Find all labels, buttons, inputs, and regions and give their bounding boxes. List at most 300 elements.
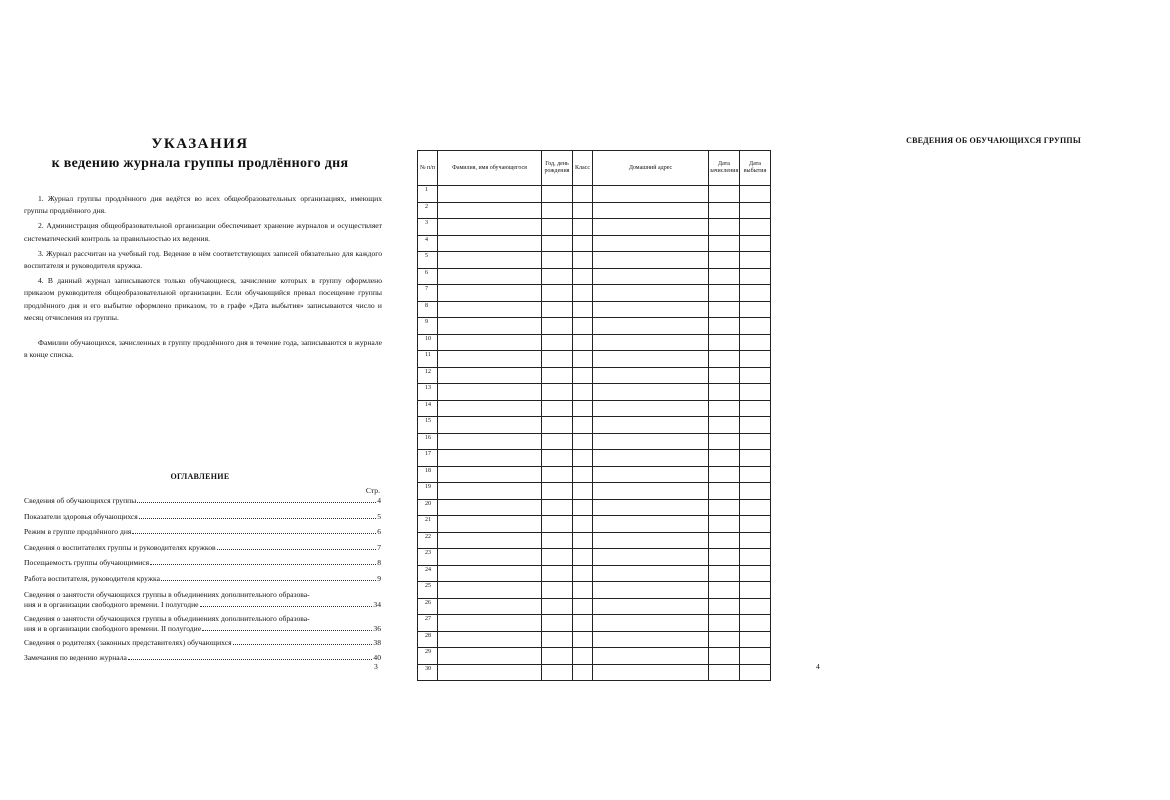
cell-birth[interactable]	[542, 433, 573, 450]
column-header-address: Домашний адрес	[593, 151, 709, 186]
cell-class[interactable]	[573, 499, 593, 516]
cell-address[interactable]	[593, 367, 709, 384]
cell-enrolled[interactable]	[709, 615, 740, 632]
cell-class[interactable]	[573, 615, 593, 632]
cell-birth[interactable]	[542, 186, 573, 203]
cell-class[interactable]	[573, 631, 593, 648]
cell-address[interactable]	[593, 433, 709, 450]
table-row	[418, 615, 771, 632]
toc-entry-title: Показатели здоровья обучающихся	[24, 511, 138, 521]
cell-name[interactable]	[438, 433, 542, 450]
cell-name[interactable]	[438, 202, 542, 219]
cell-birth[interactable]	[542, 516, 573, 533]
cell-address[interactable]	[593, 384, 709, 401]
cell-name[interactable]	[438, 384, 542, 401]
cell-birth[interactable]	[542, 549, 573, 566]
cell-name[interactable]	[438, 301, 542, 318]
row-number: 23	[418, 549, 438, 566]
cell-birth[interactable]	[542, 466, 573, 483]
cell-birth[interactable]	[542, 648, 573, 665]
cell-birth[interactable]	[542, 268, 573, 285]
cell-left[interactable]	[740, 648, 771, 665]
cell-left[interactable]	[740, 235, 771, 252]
cell-birth[interactable]	[542, 351, 573, 368]
toc-entry-page: 38	[373, 637, 381, 647]
cell-address[interactable]	[593, 318, 709, 335]
cell-birth[interactable]	[542, 400, 573, 417]
table-row	[418, 367, 771, 384]
cell-enrolled[interactable]	[709, 565, 740, 582]
cell-class[interactable]	[573, 384, 593, 401]
table-row	[418, 351, 771, 368]
toc-entry[interactable]	[24, 527, 381, 537]
cell-name[interactable]	[438, 483, 542, 500]
cell-enrolled[interactable]	[709, 483, 740, 500]
row-number: 27	[418, 615, 438, 632]
column-header-birth: Год, день рождения	[542, 151, 573, 186]
cell-name[interactable]	[438, 664, 542, 681]
toc-leader	[161, 580, 376, 581]
cell-birth[interactable]	[542, 202, 573, 219]
row-number: 19	[418, 483, 438, 500]
cell-left[interactable]	[740, 384, 771, 401]
column-header-class: Класс	[573, 151, 593, 186]
cell-enrolled[interactable]	[709, 433, 740, 450]
cell-birth[interactable]	[542, 301, 573, 318]
instruction-paragraph: 2. Администрация общеобразовательной организации обеспечивает хранение журналов и осуществляет систематический контроль за правильностью их ведения.	[24, 221, 382, 243]
cell-left[interactable]	[740, 268, 771, 285]
cell-address[interactable]	[593, 235, 709, 252]
table-row	[418, 268, 771, 285]
students-table-title: СВЕДЕНИЯ ОБ ОБУЧАЮЩИХСЯ ГРУППЫ	[906, 136, 1081, 145]
cell-left[interactable]	[740, 516, 771, 533]
cell-birth[interactable]	[542, 532, 573, 549]
cell-birth[interactable]	[542, 285, 573, 302]
cell-birth[interactable]	[542, 615, 573, 632]
cell-class[interactable]	[573, 252, 593, 269]
cell-enrolled[interactable]	[709, 400, 740, 417]
cell-class[interactable]	[573, 582, 593, 599]
cell-name[interactable]	[438, 631, 542, 648]
cell-class[interactable]	[573, 334, 593, 351]
row-number: 3	[418, 219, 438, 236]
cell-class[interactable]	[573, 318, 593, 335]
table-row	[418, 400, 771, 417]
cell-address[interactable]	[593, 582, 709, 599]
table-row	[418, 384, 771, 401]
table-row	[418, 631, 771, 648]
cell-class[interactable]	[573, 483, 593, 500]
row-number: 28	[418, 631, 438, 648]
cell-enrolled[interactable]	[709, 417, 740, 434]
row-number: 1	[418, 186, 438, 203]
table-row	[418, 433, 771, 450]
cell-enrolled[interactable]	[709, 450, 740, 467]
cell-enrolled[interactable]	[709, 549, 740, 566]
cell-left[interactable]	[740, 433, 771, 450]
table-header-row	[418, 151, 771, 186]
toc-entry[interactable]	[24, 638, 381, 648]
cell-left[interactable]	[740, 499, 771, 516]
toc-entry-title: Режим в группе продлённого дня	[24, 527, 132, 537]
cell-address[interactable]	[593, 252, 709, 269]
row-number: 9	[418, 318, 438, 335]
cell-address[interactable]	[593, 219, 709, 236]
row-number: 4	[418, 235, 438, 252]
table-row	[418, 334, 771, 351]
cell-class[interactable]	[573, 598, 593, 615]
row-number: 21	[418, 516, 438, 533]
cell-address[interactable]	[593, 631, 709, 648]
cell-address[interactable]	[593, 615, 709, 632]
toc-entry-title: Сведения о родителях (законных представителях) обучающихся	[24, 637, 232, 647]
toc-entry-page: 40	[373, 653, 381, 663]
cell-class[interactable]	[573, 664, 593, 681]
table-row	[418, 219, 771, 236]
page-number-left: 3	[374, 662, 378, 671]
cell-name[interactable]	[438, 598, 542, 615]
cell-left[interactable]	[740, 367, 771, 384]
table-row	[418, 516, 771, 533]
cell-left[interactable]	[740, 532, 771, 549]
cell-name[interactable]	[438, 565, 542, 582]
cell-class[interactable]	[573, 202, 593, 219]
cell-left[interactable]	[740, 582, 771, 599]
cell-enrolled[interactable]	[709, 186, 740, 203]
cell-enrolled[interactable]	[709, 252, 740, 269]
table-of-contents	[24, 496, 381, 669]
cell-left[interactable]	[740, 318, 771, 335]
cell-enrolled[interactable]	[709, 318, 740, 335]
cell-class[interactable]	[573, 433, 593, 450]
cell-name[interactable]	[438, 400, 542, 417]
cell-name[interactable]	[438, 499, 542, 516]
column-header-enrolled: Дата зачисления	[709, 151, 740, 186]
cell-class[interactable]	[573, 648, 593, 665]
toc-entry-title-line1: Сведения о занятости обучающихся группы в объединениях дополнительного образова-	[24, 589, 310, 599]
cell-address[interactable]	[593, 664, 709, 681]
cell-address[interactable]	[593, 532, 709, 549]
toc-entry[interactable]	[24, 653, 381, 663]
cell-address[interactable]	[593, 351, 709, 368]
table-row	[418, 186, 771, 203]
row-number: 18	[418, 466, 438, 483]
cell-left[interactable]	[740, 252, 771, 269]
cell-enrolled[interactable]	[709, 202, 740, 219]
instruction-paragraph: 1. Журнал группы продлённого дня ведётся во всех общеобразовательных организациях, имеющих группы продлённого дня.	[24, 194, 382, 216]
table-row	[418, 417, 771, 434]
table-row	[418, 532, 771, 549]
cell-left[interactable]	[740, 301, 771, 318]
cell-birth[interactable]	[542, 565, 573, 582]
cell-name[interactable]	[438, 235, 542, 252]
table-row	[418, 483, 771, 500]
cell-enrolled[interactable]	[709, 664, 740, 681]
cell-address[interactable]	[593, 450, 709, 467]
cell-birth[interactable]	[542, 450, 573, 467]
toc-leader	[137, 502, 376, 503]
row-number: 12	[418, 367, 438, 384]
cell-name[interactable]	[438, 318, 542, 335]
cell-left[interactable]	[740, 219, 771, 236]
cell-class[interactable]	[573, 285, 593, 302]
row-number: 16	[418, 433, 438, 450]
toc-entry[interactable]	[24, 558, 381, 568]
cell-enrolled[interactable]	[709, 285, 740, 302]
toc-leader	[233, 644, 373, 645]
cell-enrolled[interactable]	[709, 631, 740, 648]
cell-enrolled[interactable]	[709, 582, 740, 599]
toc-entry[interactable]	[24, 543, 381, 553]
table-row	[418, 598, 771, 615]
cell-address[interactable]	[593, 334, 709, 351]
cell-name[interactable]	[438, 466, 542, 483]
column-header-name: Фамилия, имя обучающегося	[438, 151, 542, 186]
cell-enrolled[interactable]	[709, 598, 740, 615]
cell-name[interactable]	[438, 516, 542, 533]
cell-left[interactable]	[740, 598, 771, 615]
toc-entry-title-line1: Сведения о занятости обучающихся группы в объединениях дополнительного образова-	[24, 613, 310, 623]
cell-left[interactable]	[740, 186, 771, 203]
cell-left[interactable]	[740, 351, 771, 368]
cell-birth[interactable]	[542, 598, 573, 615]
cell-enrolled[interactable]	[709, 351, 740, 368]
cell-enrolled[interactable]	[709, 516, 740, 533]
cell-class[interactable]	[573, 532, 593, 549]
page-number-right: 4	[816, 662, 820, 671]
toc-leader	[132, 533, 376, 534]
cell-address[interactable]	[593, 648, 709, 665]
cell-class[interactable]	[573, 417, 593, 434]
cell-birth[interactable]	[542, 582, 573, 599]
cell-enrolled[interactable]	[709, 235, 740, 252]
cell-class[interactable]	[573, 367, 593, 384]
row-number: 2	[418, 202, 438, 219]
row-number: 8	[418, 301, 438, 318]
cell-name[interactable]	[438, 351, 542, 368]
cell-name[interactable]	[438, 532, 542, 549]
toc-leader	[200, 606, 373, 607]
cell-address[interactable]	[593, 499, 709, 516]
table-row	[418, 565, 771, 582]
cell-name[interactable]	[438, 252, 542, 269]
cell-enrolled[interactable]	[709, 532, 740, 549]
toc-leader	[139, 518, 376, 519]
toc-entry-page: 34	[373, 599, 381, 609]
table-row	[418, 318, 771, 335]
toc-leader	[128, 659, 373, 660]
row-number: 29	[418, 648, 438, 665]
row-number: 13	[418, 384, 438, 401]
cell-birth[interactable]	[542, 219, 573, 236]
cell-class[interactable]	[573, 466, 593, 483]
cell-name[interactable]	[438, 450, 542, 467]
cell-address[interactable]	[593, 549, 709, 566]
cell-birth[interactable]	[542, 367, 573, 384]
row-number: 6	[418, 268, 438, 285]
cell-enrolled[interactable]	[709, 466, 740, 483]
cell-birth[interactable]	[542, 252, 573, 269]
table-row	[418, 450, 771, 467]
closing-note: Фамилии обучающихся, зачисленных в группу продлённого дня в течение года, записываются в журнале в конце списка.	[24, 338, 382, 360]
toc-entry-page: 6	[377, 527, 381, 537]
cell-name[interactable]	[438, 268, 542, 285]
cell-name[interactable]	[438, 615, 542, 632]
instructions-body	[24, 193, 382, 364]
cell-name[interactable]	[438, 648, 542, 665]
cell-left[interactable]	[740, 615, 771, 632]
cell-birth[interactable]	[542, 631, 573, 648]
column-header-left: Дата выбытия	[740, 151, 771, 186]
cell-enrolled[interactable]	[709, 384, 740, 401]
cell-left[interactable]	[740, 285, 771, 302]
table-row	[418, 664, 771, 681]
toc-entry[interactable]	[24, 614, 381, 634]
toc-entry-title-line2: ния и в организации свободного времени. I полугодие	[24, 599, 199, 609]
cell-address[interactable]	[593, 417, 709, 434]
cell-class[interactable]	[573, 549, 593, 566]
row-number: 25	[418, 582, 438, 599]
cell-birth[interactable]	[542, 318, 573, 335]
cell-address[interactable]	[593, 466, 709, 483]
cell-class[interactable]	[573, 301, 593, 318]
cell-address[interactable]	[593, 565, 709, 582]
row-number: 11	[418, 351, 438, 368]
toc-entry-page: 5	[377, 511, 381, 521]
toc-leader	[202, 630, 372, 631]
cell-class[interactable]	[573, 565, 593, 582]
cell-class[interactable]	[573, 516, 593, 533]
toc-entry-page: 4	[377, 496, 381, 505]
row-number: 26	[418, 598, 438, 615]
cell-name[interactable]	[438, 285, 542, 302]
cell-enrolled[interactable]	[709, 219, 740, 236]
row-number: 15	[418, 417, 438, 434]
cell-enrolled[interactable]	[709, 499, 740, 516]
students-table-body	[418, 186, 771, 681]
toc-entry-title: Замечания по ведению журнала	[24, 653, 127, 663]
cell-class[interactable]	[573, 268, 593, 285]
cell-birth[interactable]	[542, 235, 573, 252]
cell-address[interactable]	[593, 483, 709, 500]
cell-class[interactable]	[573, 235, 593, 252]
toc-leader	[217, 549, 377, 550]
table-row	[418, 301, 771, 318]
cell-left[interactable]	[740, 202, 771, 219]
cell-name[interactable]	[438, 367, 542, 384]
toc-entry-title-line2: ния и в организации свободного времени. II полугодие	[24, 623, 202, 633]
cell-address[interactable]	[593, 598, 709, 615]
toc-heading: ОГЛАВЛЕНИЕ	[170, 472, 230, 481]
table-row	[418, 202, 771, 219]
toc-entry-title: Сведения о воспитателях группы и руководителях кружков	[24, 542, 216, 552]
toc-entry[interactable]	[24, 496, 381, 506]
cell-birth[interactable]	[542, 664, 573, 681]
cell-address[interactable]	[593, 400, 709, 417]
cell-left[interactable]	[740, 400, 771, 417]
cell-address[interactable]	[593, 301, 709, 318]
cell-left[interactable]	[740, 565, 771, 582]
table-row	[418, 252, 771, 269]
table-row	[418, 582, 771, 599]
toc-leader	[150, 564, 376, 565]
cell-birth[interactable]	[542, 334, 573, 351]
cell-enrolled[interactable]	[709, 268, 740, 285]
table-row	[418, 549, 771, 566]
cell-name[interactable]	[438, 219, 542, 236]
row-number: 10	[418, 334, 438, 351]
toc-entry-page: 8	[377, 558, 381, 568]
row-number: 22	[418, 532, 438, 549]
column-header-number: № п/п	[418, 151, 438, 186]
row-number: 17	[418, 450, 438, 467]
toc-entry-page: 7	[377, 542, 381, 552]
cell-left[interactable]	[740, 549, 771, 566]
toc-entry-title: Работа воспитателя, руководителя кружка	[24, 573, 160, 583]
cell-address[interactable]	[593, 268, 709, 285]
cell-left[interactable]	[740, 483, 771, 500]
row-number: 7	[418, 285, 438, 302]
cell-left[interactable]	[740, 631, 771, 648]
cell-left[interactable]	[740, 664, 771, 681]
table-row	[418, 466, 771, 483]
cell-left[interactable]	[740, 417, 771, 434]
left-page	[0, 0, 400, 800]
cell-birth[interactable]	[542, 483, 573, 500]
cell-birth[interactable]	[542, 499, 573, 516]
cell-address[interactable]	[593, 202, 709, 219]
cell-left[interactable]	[740, 334, 771, 351]
cell-enrolled[interactable]	[709, 301, 740, 318]
table-row	[418, 285, 771, 302]
cell-name[interactable]	[438, 417, 542, 434]
toc-entry[interactable]	[24, 590, 381, 610]
toc-entry[interactable]	[24, 574, 381, 584]
cell-class[interactable]	[573, 219, 593, 236]
toc-entry-page: 9	[377, 573, 381, 583]
instructions-subtitle: к ведению журнала группы продлённого дня	[51, 156, 349, 171]
cell-address[interactable]	[593, 516, 709, 533]
cell-birth[interactable]	[542, 417, 573, 434]
cell-class[interactable]	[573, 351, 593, 368]
cell-left[interactable]	[740, 450, 771, 467]
cell-class[interactable]	[573, 186, 593, 203]
row-number: 14	[418, 400, 438, 417]
toc-entry-title: Сведения об обучающихся группы	[24, 496, 137, 505]
cell-name[interactable]	[438, 582, 542, 599]
cell-left[interactable]	[740, 466, 771, 483]
instructions-title: УКАЗАНИЯ	[151, 136, 249, 152]
instruction-paragraph: 3. Журнал рассчитан на учебный год. Ведение в нём соответствующих записей обязательно для каждого воспитателя и руководителя кружка.	[24, 248, 382, 271]
students-table	[417, 150, 771, 681]
cell-class[interactable]	[573, 400, 593, 417]
table-row	[418, 499, 771, 516]
cell-name[interactable]	[438, 186, 542, 203]
cell-address[interactable]	[593, 186, 709, 203]
cell-birth[interactable]	[542, 384, 573, 401]
cell-enrolled[interactable]	[709, 334, 740, 351]
cell-name[interactable]	[438, 549, 542, 566]
cell-address[interactable]	[593, 285, 709, 302]
toc-page-label: Стр.	[365, 486, 380, 495]
cell-class[interactable]	[573, 450, 593, 467]
cell-enrolled[interactable]	[709, 648, 740, 665]
toc-entry[interactable]	[24, 512, 381, 522]
cell-name[interactable]	[438, 334, 542, 351]
cell-enrolled[interactable]	[709, 367, 740, 384]
row-number: 30	[418, 664, 438, 681]
row-number: 24	[418, 565, 438, 582]
